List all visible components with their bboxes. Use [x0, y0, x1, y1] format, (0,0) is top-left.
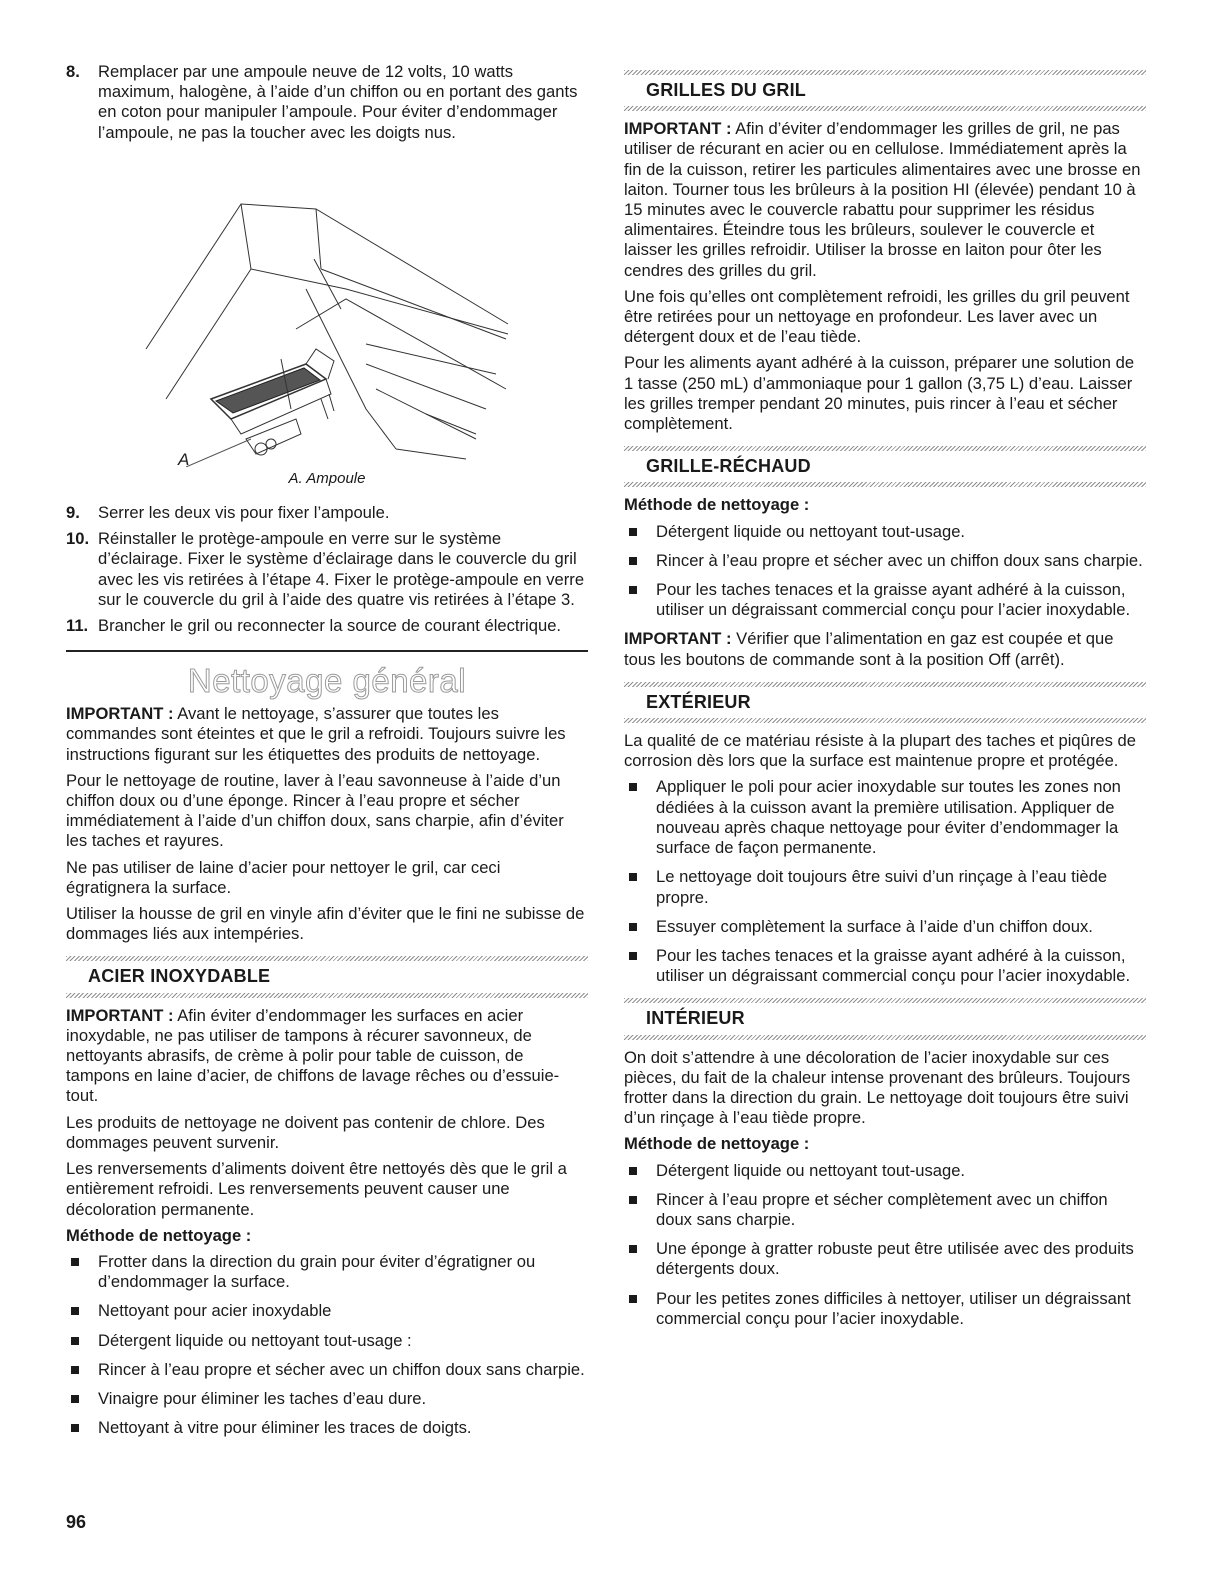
- heading-bar-bottom: [624, 718, 1146, 723]
- heading-bar-bottom: [624, 1035, 1146, 1040]
- heading-title: EXTÉRIEUR: [646, 691, 751, 712]
- list-item: [624, 580, 1146, 620]
- step-9: [66, 503, 588, 523]
- list-item-text: Rincer à l’eau propre et sécher complètement avec un chiffon doux sans charpie.: [656, 1189, 1108, 1229]
- list-item: [624, 946, 1146, 986]
- important-text: Afin d’éviter d’endommager les grilles de gril, ne pas utiliser de récurant en acier ou en cellulose. Immédiatement après la fin de la cuisson, retirer les particules alimentaires avec une brosse en laiton. Tourner tous les brûleurs à la position HI (élevée) pendant 10 à 15 minutes avec le couvercle rabattu pour supprimer les résidus alimentaires. Éteindre tous les brûleurs, soulever le couvercle et laisser les grilles refroidir. Utiliser la brosse en laiton pour ôter les cendres des grilles du gril.: [624, 119, 1141, 280]
- general-paragraph-3: Ne pas utiliser de laine d’acier pour nettoyer le gril, car ceci égratignera la surface.: [66, 857, 501, 897]
- grilles-paragraph-2: Une fois qu’elles ont complètement refroidi, les grilles du gril peuvent être retirées pour un nettoyage en profondeur. Les laver avec un détergent doux et de l’eau tiède.: [624, 286, 1130, 347]
- list-item: [624, 551, 1146, 571]
- list-item: [66, 1360, 588, 1380]
- list-item: [624, 1289, 1146, 1329]
- bullet-icon: [71, 1258, 79, 1266]
- heading-title: ACIER INOXYDABLE: [88, 966, 271, 987]
- bullet-icon: [71, 1337, 79, 1345]
- interieur-heading: [624, 998, 1146, 1039]
- list-item-text: Appliquer le poli pour acier inoxydable sur toutes les zones non dédiées à la cuisson avant la première utilisation. Appliquer de nouveau après chaque nettoyage pour éviter d’endommager la surface de façon permanente.: [656, 777, 1121, 858]
- section-title: Nettoyage général: [187, 662, 467, 700]
- step-10: [66, 529, 588, 610]
- section-divider: [66, 650, 588, 652]
- list-item-text: Pour les taches tenaces et la graisse ayant adhéré à la cuisson, utiliser un dégraissant commercial conçu pour l’acier inoxydable.: [656, 945, 1131, 986]
- bullet-icon: [629, 1167, 637, 1175]
- page-number: 96: [66, 1512, 87, 1532]
- bulb-illustration: [66, 149, 588, 467]
- list-item-text: Rincer à l’eau propre et sécher avec un chiffon doux sans charpie.: [656, 550, 1143, 570]
- list-item: [624, 1239, 1146, 1279]
- acier-paragraph-3: Les renversements d’aliments doivent être nettoyés dès que le gril a entièrement refroidi. Les renversements peuvent causer une décoloration permanente.: [66, 1159, 567, 1219]
- bullet-icon: [71, 1424, 79, 1432]
- step-text: Remplacer par une ampoule neuve de 12 volts, 10 watts maximum, halogène, à l’aide d’un chiffon ou en portant des gants en coton pour manipuler l’ampoule. Pour éviter d’endommager l’ampoule, ne pas la toucher avec les doigts nus.: [98, 62, 578, 142]
- step-11: [66, 616, 588, 636]
- step-text: Réinstaller le protège-ampoule en verre sur le système d’éclairage. Fixer le système d’éclairage dans le couvercle du gril avec les vis retirées à l’étape 4. Fixer le protège-ampoule en verre sur le couvercle du gril à l’aide des quatre vis retirées à l’étape 3.: [98, 529, 585, 609]
- general-important: [66, 704, 588, 765]
- bullet-icon: [71, 1395, 79, 1403]
- heading-bar-bottom: [66, 993, 588, 998]
- list-item: [66, 1418, 588, 1438]
- method-heading: Méthode de nettoyage :: [624, 1134, 810, 1154]
- list-item-text: Essuyer complètement la surface à l’aide d’un chiffon doux.: [656, 916, 1093, 936]
- bullet-icon: [629, 586, 637, 594]
- important-label: IMPORTANT :: [624, 629, 732, 649]
- bullet-icon: [629, 1245, 637, 1253]
- step-number: 9.: [66, 503, 80, 523]
- method-heading: Méthode de nettoyage :: [66, 1225, 252, 1245]
- list-item-text: Détergent liquide ou nettoyant tout-usage.: [656, 1160, 966, 1180]
- acier-heading: [66, 956, 588, 997]
- bullet-icon: [629, 528, 637, 536]
- left-column: [66, 62, 588, 1447]
- list-item-text: Rincer à l’eau propre et sécher avec un chiffon doux sans charpie.: [98, 1359, 585, 1379]
- important-text: Avant le nettoyage, s’assurer que toutes les commandes sont éteintes et que le gril a refroidi. Toujours suivre les instructions figurant sur les étiquettes des produits de nettoyage.: [66, 704, 566, 764]
- figure-label: A: [178, 449, 190, 467]
- method-heading: Méthode de nettoyage :: [624, 495, 810, 515]
- right-column: [624, 70, 1146, 1338]
- list-item-text: Nettoyant à vitre pour éliminer les traces de doigts.: [98, 1418, 472, 1438]
- bulb-diagram: [66, 149, 588, 467]
- list-item: [66, 1252, 588, 1292]
- heading-title: GRILLE-RÉCHAUD: [646, 456, 811, 477]
- acier-paragraph-2: Les produits de nettoyage ne doivent pas contenir de chlore. Des dommages peuvent survenir.: [66, 1112, 545, 1152]
- bullet-icon: [629, 1295, 637, 1303]
- grilles-important: [624, 119, 1146, 281]
- list-item: [624, 1190, 1146, 1230]
- important-label: IMPORTANT :: [66, 1005, 174, 1025]
- step-number: 10.: [66, 529, 90, 549]
- bullet-icon: [629, 783, 637, 791]
- list-item-text: Nettoyant pour acier inoxydable: [98, 1301, 332, 1321]
- list-item-text: Pour les taches tenaces et la graisse ayant adhéré à la cuisson, utiliser un dégraissant commercial conçu pour l’acier inoxydable.: [656, 580, 1131, 620]
- heading-bar-bottom: [624, 106, 1146, 111]
- figure-caption: A. Ampoule: [288, 469, 366, 487]
- list-item-text: Détergent liquide ou nettoyant tout-usage.: [656, 521, 966, 541]
- list-item: [624, 1161, 1146, 1181]
- bullet-icon: [629, 923, 637, 931]
- grilles-paragraph-3: Pour les aliments ayant adhéré à la cuisson, préparer une solution de 1 tasse (250 mL) d’ammoniaque pour 1 gallon (3,75 L) d’eau. Laisser les grilles tremper pendant 20 minutes, puis rincer à l’eau et sécher complètement.: [624, 353, 1135, 434]
- important-label: IMPORTANT :: [624, 119, 732, 139]
- bullet-icon: [629, 873, 637, 881]
- heading-title: INTÉRIEUR: [646, 1008, 745, 1029]
- rechaud-heading: [624, 446, 1146, 487]
- step-text: Brancher le gril ou reconnecter la source de courant électrique.: [98, 616, 562, 636]
- bullet-icon: [629, 952, 637, 960]
- list-item: [66, 1389, 588, 1409]
- exterieur-paragraph-1: La qualité de ce matériau résiste à la plupart des taches et piqûres de corrosion dès lors que la surface est maintenue propre et protégée.: [624, 731, 1136, 771]
- heading-title: GRILLES DU GRIL: [646, 80, 806, 100]
- bullet-icon: [629, 1196, 637, 1204]
- general-paragraph-4: Utiliser la housse de gril en vinyle afin d’éviter que le fini ne subisse de dommages liés aux intempéries.: [66, 904, 585, 944]
- step-text: Serrer les deux vis pour fixer l’ampoule.: [98, 503, 390, 523]
- important-text: Afin éviter d’endommager les surfaces en acier inoxydable, ne pas utiliser de tampons à récurer savonneux, de nettoyants abrasifs, de crème à polir pour table de cuisson, de tampons en laine d’acier, de chiffons de lavage rêches ou d’essuie-tout.: [66, 1005, 560, 1106]
- list-item-text: Vinaigre pour éliminer les taches d’eau dure.: [98, 1388, 427, 1408]
- step-8: [66, 62, 588, 143]
- important-text: Vérifier que l’alimentation en gaz est coupée et que tous les boutons de commande sont à la position Off (arrêt).: [624, 629, 1114, 669]
- step-number: 11.: [66, 616, 89, 636]
- list-item-text: Détergent liquide ou nettoyant tout-usage :: [98, 1330, 412, 1350]
- list-item-text: Pour les petites zones difficiles à nettoyer, utiliser un dégraissant commercial conçu pour l’acier inoxydable.: [656, 1288, 1131, 1328]
- list-item: [624, 917, 1146, 937]
- acier-important: [66, 1006, 588, 1107]
- list-item-text: Frotter dans la direction du grain pour éviter d’égratigner ou d’endommager la surface.: [98, 1251, 536, 1292]
- bullet-icon: [71, 1366, 79, 1374]
- heading-bar-bottom: [624, 482, 1146, 487]
- list-item-text: Une éponge à gratter robuste peut être utilisée avec des produits détergents doux.: [656, 1239, 1134, 1279]
- bullet-icon: [629, 557, 637, 565]
- important-label: IMPORTANT :: [66, 704, 174, 724]
- list-item-text: Le nettoyage doit toujours être suivi d’un rinçage à l’eau tiède propre.: [656, 867, 1108, 907]
- rechaud-important: [624, 629, 1146, 669]
- general-paragraph-2: Pour le nettoyage de routine, laver à l’eau savonneuse à l’aide d’un chiffon doux ou d’une éponge. Rincer à l’eau propre et sécher immédiatement à l’aide d’un chiffon doux, sans charpie, afin d’éviter les taches et rayures.: [66, 770, 564, 851]
- list-item: [66, 1331, 588, 1351]
- grilles-heading: [624, 70, 1146, 111]
- exterieur-heading: [624, 682, 1146, 723]
- list-item: [624, 867, 1146, 907]
- list-item: [624, 777, 1146, 858]
- bullet-icon: [71, 1307, 79, 1315]
- list-item: [624, 522, 1146, 542]
- step-number: 8.: [66, 62, 80, 81]
- interieur-paragraph-1: On doit s’attendre à une décoloration de l’acier inoxydable sur ces pièces, du fait de la chaleur intense provenant des brûleurs. Toujours frotter dans la direction du grain. Le nettoyage doit toujours être suivi d’un rinçage à l’eau tiède propre.: [624, 1047, 1131, 1128]
- list-item: [66, 1301, 588, 1321]
